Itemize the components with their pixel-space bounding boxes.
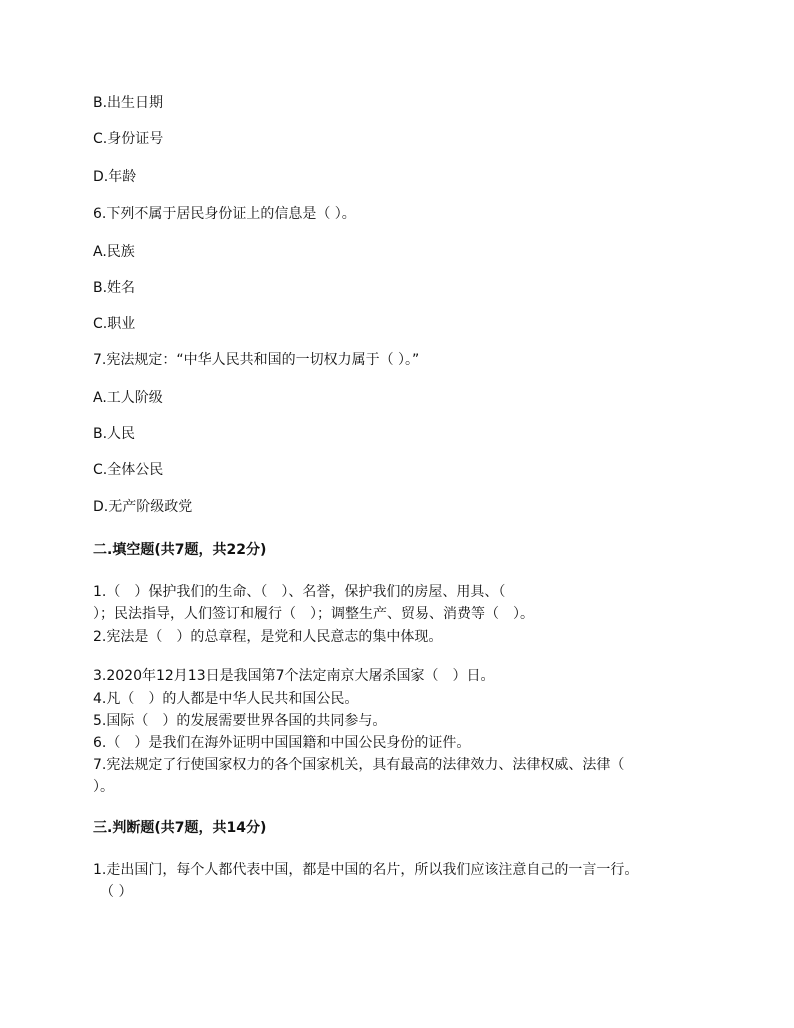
option-c-all-citizens: C.全体公民: [93, 462, 164, 478]
option-d-age: D.年龄: [93, 169, 137, 185]
option-b-people: B.人民: [93, 426, 136, 442]
question-7: 7.宪法规定：“中华人民共和国的一切权力属于（ ）。”: [93, 352, 420, 368]
option-c-occupation: C.职业: [93, 316, 136, 332]
section-2-title: 二.填空题(共7题，共22分): [93, 542, 267, 558]
option-d-party: D.无产阶级政党: [93, 499, 193, 515]
option-a-working-class: A.工人阶级: [93, 390, 163, 406]
fill-q7-line1: 7.宪法规定了行使国家权力的各个国家机关，具有最高的法律效力、法律权威、法律（: [93, 757, 625, 773]
fill-q2: 2.宪法是（ ）的总章程，是党和人民意志的集中体现。: [93, 629, 443, 645]
section-3-title: 三.判断题(共7题，共14分): [93, 820, 267, 836]
option-b-name: B.姓名: [93, 280, 136, 296]
fill-q1-line1: 1.（ ）保护我们的生命、（ ）、名誉，保护我们的房屋、用具、（: [93, 584, 506, 600]
fill-q5: 5.国际（ ）的发展需要世界各国的共同参与。: [93, 713, 387, 729]
fill-q1-line2: ）；民法指导，人们签订和履行（ ）；调整生产、贸易、消费等（ ）。: [93, 606, 534, 622]
judge-q1-line1: 1.走出国门，每个人都代表中国，都是中国的名片，所以我们应该注意自己的一言一行。: [93, 862, 639, 878]
option-b-birthdate: B.出生日期: [93, 95, 164, 111]
fill-q3: 3.2020年12月13日是我国第7个法定南京大屠杀国家（ ）日。: [93, 668, 495, 684]
fill-q6: 6.（ ）是我们在海外证明中国国籍和中国公民身份的证件。: [93, 735, 471, 751]
option-c-id-number: C.身份证号: [93, 131, 164, 147]
question-6: 6.下列不属于居民身份证上的信息是（ ）。: [93, 206, 356, 222]
fill-q4: 4.凡（ ）的人都是中华人民共和国公民。: [93, 691, 359, 707]
fill-q7-line2: ）。: [93, 779, 114, 795]
judge-q1-line2: （ ）: [100, 884, 133, 900]
option-a-ethnicity: A.民族: [93, 244, 135, 260]
